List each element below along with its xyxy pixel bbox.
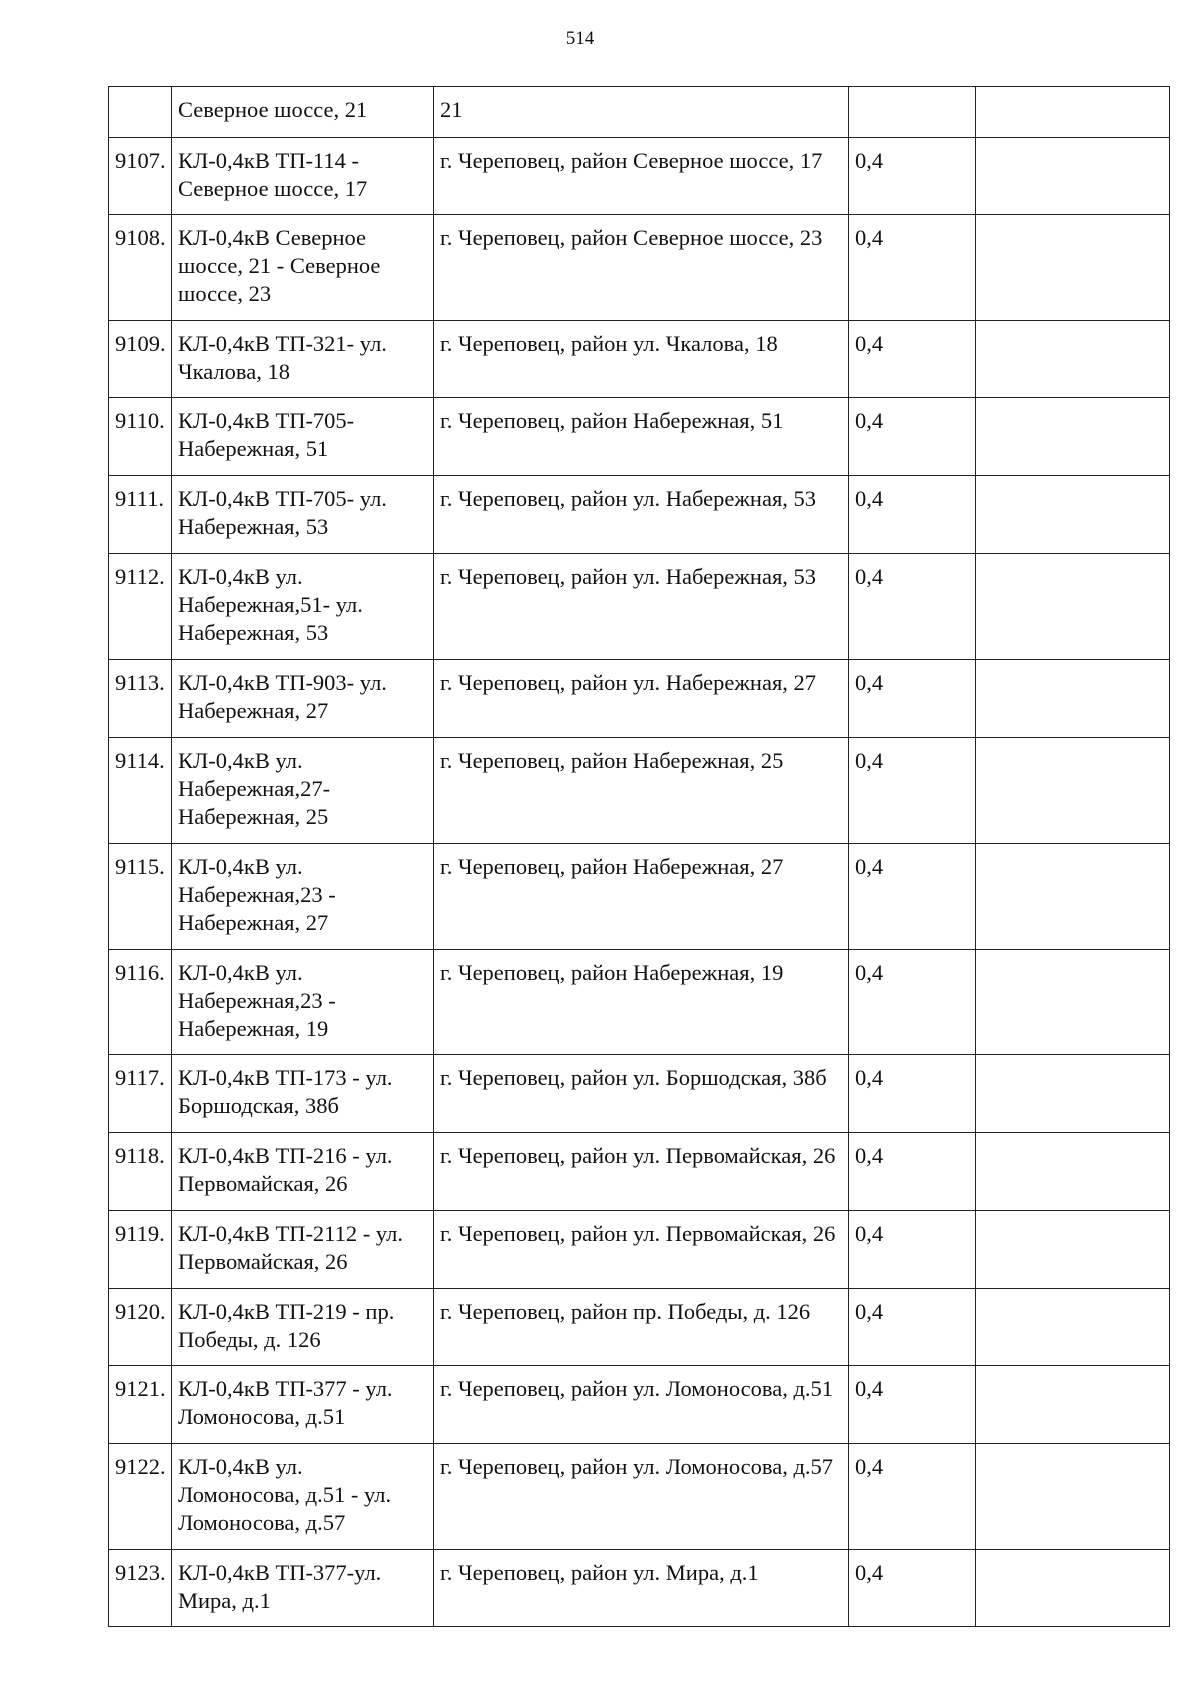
row-number-cell: 9111.	[109, 476, 172, 554]
table-row	[109, 215, 1170, 321]
line-name-cell: КЛ-0,4кВ ул. Ломоносова, д.51 - ул. Ломоносова, д.57	[172, 1444, 434, 1550]
address-cell: г. Череповец, район Северное шоссе, 23	[434, 215, 849, 321]
address-cell: г. Череповец, район ул. Ломоносова, д.51	[434, 1366, 849, 1444]
extra-cell	[976, 398, 1170, 476]
voltage-cell: 0,4	[849, 215, 976, 321]
line-name-cell: КЛ-0,4кВ ул. Набережная,51- ул. Набережная, 53	[172, 554, 434, 660]
extra-cell	[976, 554, 1170, 660]
row-number-cell: 9113.	[109, 660, 172, 738]
registry-table	[108, 86, 1170, 1627]
row-number-cell: 9114.	[109, 738, 172, 844]
row-number-cell: 9112.	[109, 554, 172, 660]
table-row	[109, 950, 1170, 1055]
table-row	[109, 554, 1170, 660]
voltage-cell	[849, 87, 976, 138]
table-row	[109, 1366, 1170, 1444]
address-cell: г. Череповец, район ул. Первомайская, 26	[434, 1211, 849, 1289]
line-name-cell: КЛ-0,4кВ ТП-377 - ул. Ломоносова, д.51	[172, 1366, 434, 1444]
row-number-cell: 9122.	[109, 1444, 172, 1550]
table-row	[109, 844, 1170, 950]
page-number: 514	[565, 28, 595, 49]
voltage-cell: 0,4	[849, 1289, 976, 1366]
row-number-cell: 9121.	[109, 1366, 172, 1444]
line-name-cell: КЛ-0,4кВ ТП-321- ул. Чкалова, 18	[172, 321, 434, 398]
extra-cell	[976, 844, 1170, 950]
address-cell: г. Череповец, район ул. Набережная, 53	[434, 554, 849, 660]
address-cell: г. Череповец, район ул. Набережная, 27	[434, 660, 849, 738]
extra-cell	[976, 138, 1170, 215]
row-number-cell: 9119.	[109, 1211, 172, 1289]
extra-cell	[976, 1289, 1170, 1366]
line-name-cell: КЛ-0,4кВ ул. Набережная,23 - Набережная, 27	[172, 844, 434, 950]
row-number-cell: 9110.	[109, 398, 172, 476]
voltage-cell: 0,4	[849, 321, 976, 398]
line-name-cell: КЛ-0,4кВ ТП-705- Набережная, 51	[172, 398, 434, 476]
table-row	[109, 1055, 1170, 1133]
voltage-cell: 0,4	[849, 476, 976, 554]
extra-cell	[976, 950, 1170, 1055]
voltage-cell: 0,4	[849, 1211, 976, 1289]
address-cell: г. Череповец, район Набережная, 19	[434, 950, 849, 1055]
row-number-cell: 9120.	[109, 1289, 172, 1366]
address-cell: г. Череповец, район ул. Первомайская, 26	[434, 1133, 849, 1211]
row-number-cell: 9118.	[109, 1133, 172, 1211]
row-number-cell: 9107.	[109, 138, 172, 215]
address-cell: г. Череповец, район ул. Набережная, 53	[434, 476, 849, 554]
table-row	[109, 738, 1170, 844]
table-row	[109, 138, 1170, 215]
line-name-cell: КЛ-0,4кВ ТП-705- ул. Набережная, 53	[172, 476, 434, 554]
table-row	[109, 1211, 1170, 1289]
table-row	[109, 660, 1170, 738]
address-cell: г. Череповец, район пр. Победы, д. 126	[434, 1289, 849, 1366]
line-name-cell: Северное шоссе, 21	[172, 87, 434, 138]
extra-cell	[976, 1055, 1170, 1133]
voltage-cell: 0,4	[849, 554, 976, 660]
extra-cell	[976, 321, 1170, 398]
row-number-cell: 9123.	[109, 1550, 172, 1627]
voltage-cell: 0,4	[849, 660, 976, 738]
line-name-cell: КЛ-0,4кВ ТП-219 - пр. Победы, д. 126	[172, 1289, 434, 1366]
table-row	[109, 1550, 1170, 1627]
address-cell: г. Череповец, район Набережная, 27	[434, 844, 849, 950]
table-row	[109, 398, 1170, 476]
extra-cell	[976, 1211, 1170, 1289]
voltage-cell: 0,4	[849, 398, 976, 476]
table-row	[109, 87, 1170, 138]
extra-cell	[976, 738, 1170, 844]
table-row	[109, 476, 1170, 554]
row-number-cell: 9108.	[109, 215, 172, 321]
line-name-cell: КЛ-0,4кВ ТП-903- ул. Набережная, 27	[172, 660, 434, 738]
voltage-cell: 0,4	[849, 950, 976, 1055]
extra-cell	[976, 1550, 1170, 1627]
extra-cell	[976, 1133, 1170, 1211]
extra-cell	[976, 660, 1170, 738]
table-row	[109, 1133, 1170, 1211]
registry-table-body	[109, 87, 1170, 1627]
line-name-cell: КЛ-0,4кВ ТП-2112 - ул. Первомайская, 26	[172, 1211, 434, 1289]
line-name-cell: КЛ-0,4кВ ТП-114 - Северное шоссе, 17	[172, 138, 434, 215]
address-cell: г. Череповец, район ул. Ломоносова, д.57	[434, 1444, 849, 1550]
address-cell: г. Череповец, район Набережная, 51	[434, 398, 849, 476]
line-name-cell: КЛ-0,4кВ ул. Набережная,27- Набережная, 25	[172, 738, 434, 844]
line-name-cell: КЛ-0,4кВ ул. Набережная,23 - Набережная, 19	[172, 950, 434, 1055]
row-number-cell: 9115.	[109, 844, 172, 950]
voltage-cell: 0,4	[849, 738, 976, 844]
row-number-cell: 9117.	[109, 1055, 172, 1133]
row-number-cell: 9116.	[109, 950, 172, 1055]
line-name-cell: КЛ-0,4кВ Северное шоссе, 21 - Северное шоссе, 23	[172, 215, 434, 321]
voltage-cell: 0,4	[849, 844, 976, 950]
extra-cell	[976, 215, 1170, 321]
line-name-cell: КЛ-0,4кВ ТП-173 - ул. Боршодская, 38б	[172, 1055, 434, 1133]
extra-cell	[976, 87, 1170, 138]
row-number-cell	[109, 87, 172, 138]
voltage-cell: 0,4	[849, 1055, 976, 1133]
address-cell: г. Череповец, район ул. Чкалова, 18	[434, 321, 849, 398]
voltage-cell: 0,4	[849, 1366, 976, 1444]
address-cell: 21	[434, 87, 849, 138]
table-row	[109, 321, 1170, 398]
address-cell: г. Череповец, район Северное шоссе, 17	[434, 138, 849, 215]
line-name-cell: КЛ-0,4кВ ТП-377-ул. Мира, д.1	[172, 1550, 434, 1627]
extra-cell	[976, 476, 1170, 554]
line-name-cell: КЛ-0,4кВ ТП-216 - ул. Первомайская, 26	[172, 1133, 434, 1211]
voltage-cell: 0,4	[849, 1133, 976, 1211]
voltage-cell: 0,4	[849, 138, 976, 215]
voltage-cell: 0,4	[849, 1444, 976, 1550]
address-cell: г. Череповец, район ул. Боршодская, 38б	[434, 1055, 849, 1133]
table-row	[109, 1289, 1170, 1366]
voltage-cell: 0,4	[849, 1550, 976, 1627]
address-cell: г. Череповец, район ул. Мира, д.1	[434, 1550, 849, 1627]
extra-cell	[976, 1366, 1170, 1444]
address-cell: г. Череповец, район Набережная, 25	[434, 738, 849, 844]
extra-cell	[976, 1444, 1170, 1550]
row-number-cell: 9109.	[109, 321, 172, 398]
table-row	[109, 1444, 1170, 1550]
